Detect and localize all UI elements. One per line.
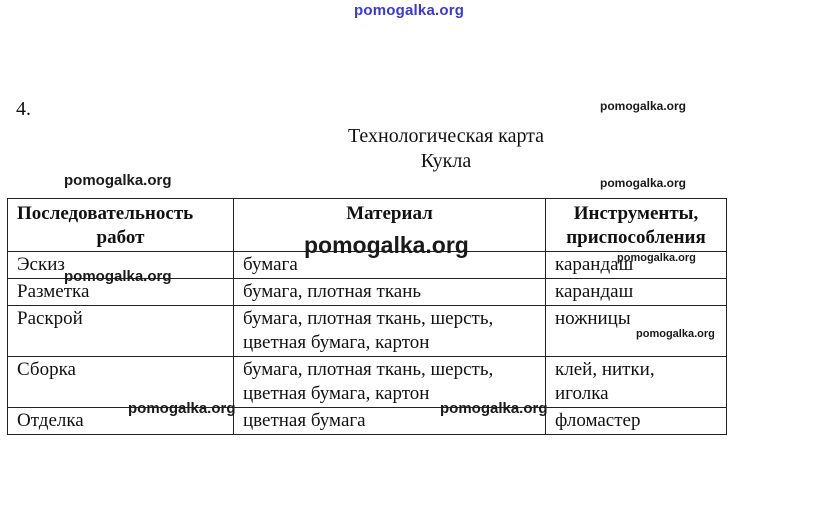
- cell-tools: клей, нитки, иголка: [546, 357, 727, 408]
- cell-tools: ножницы: [546, 306, 727, 357]
- header-sequence: Последовательность работ: [8, 199, 234, 252]
- cell-material: цветная бумага: [234, 408, 546, 435]
- cell-material: бумага, плотная ткань, шерсть, цветная бумага, картон: [234, 357, 546, 408]
- header-material: Материал: [234, 199, 546, 252]
- watermark: pomogalka.org: [600, 99, 687, 113]
- cell-material: бумага, плотная ткань: [234, 279, 546, 306]
- cell-tools: карандаш: [546, 252, 727, 279]
- document-subtitle: Кукла: [420, 150, 472, 172]
- table-row: [8, 306, 727, 357]
- watermark: pomogalka.org: [617, 252, 696, 264]
- table-row: [8, 357, 727, 408]
- cell-material: бумага: [234, 252, 546, 279]
- header-tools: Инструменты, приспособления: [546, 199, 727, 252]
- cell-step: Эскиз: [8, 252, 234, 279]
- cell-step: Отделка: [8, 408, 234, 435]
- watermark-top: pomogalka.org: [354, 2, 465, 19]
- watermark: pomogalka.org: [64, 172, 172, 189]
- cell-tools: фломастер: [546, 408, 727, 435]
- task-number: 4.: [16, 98, 31, 120]
- watermark: pomogalka.org: [440, 400, 548, 417]
- watermark: pomogalka.org: [304, 232, 469, 258]
- cell-tools: карандаш: [546, 279, 727, 306]
- cell-step: Разметка: [8, 279, 234, 306]
- watermark: pomogalka.org: [64, 268, 172, 285]
- cell-step: Сборка: [8, 357, 234, 408]
- table-row: [8, 408, 727, 435]
- watermark: pomogalka.org: [636, 328, 715, 340]
- cell-material: бумага, плотная ткань, шерсть, цветная бумага, картон: [234, 306, 546, 357]
- watermark: pomogalka.org: [128, 400, 236, 417]
- document-title: Технологическая карта: [347, 125, 545, 147]
- cell-step: Раскрой: [8, 306, 234, 357]
- watermark: pomogalka.org: [600, 176, 687, 190]
